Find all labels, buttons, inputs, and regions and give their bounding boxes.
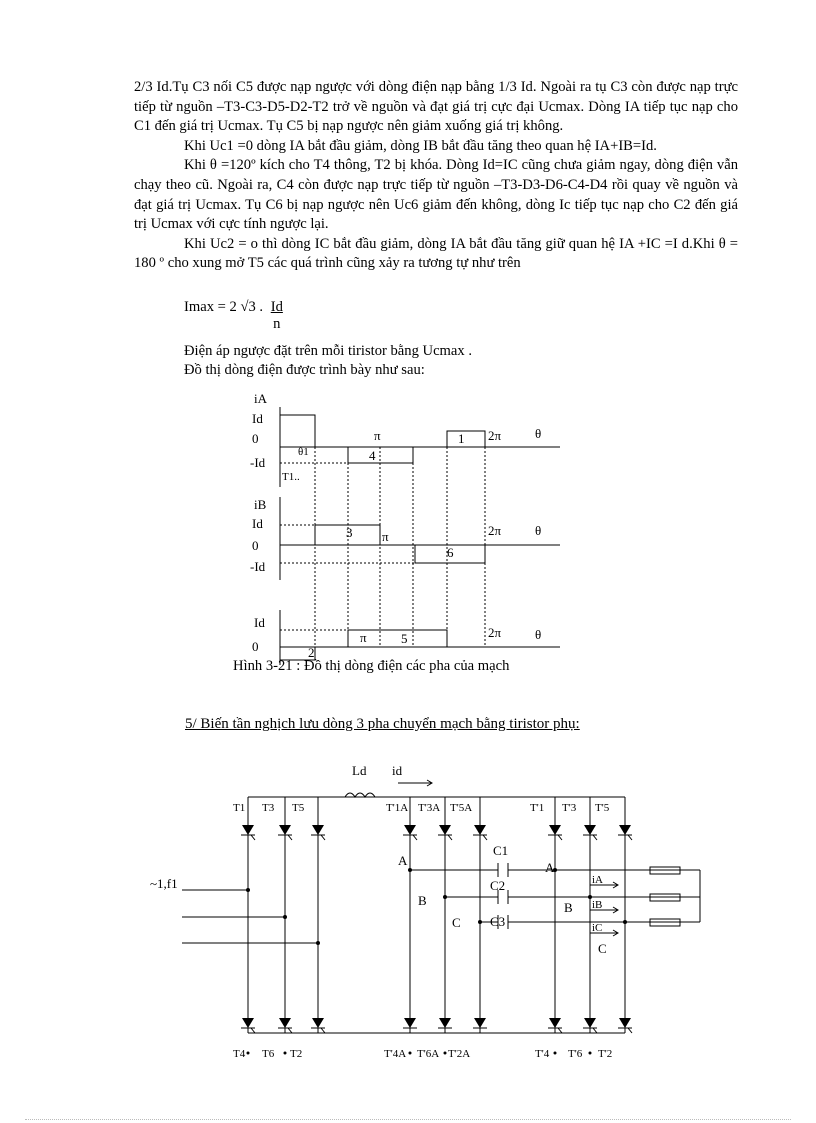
iA-top-label: Id [252,411,263,426]
iB-n6-label: 6 [447,545,454,560]
text-block [134,78,738,274]
thyristor-T4p: T'4 [535,1048,550,1060]
paragraph-3: Khi θ =120º kích cho T4 thông, T2 bị khóa. Dòng Id=IC cũng chưa giảm ngay, dòng điện vẫn chạy theo cũ. Ngoài ra, C4 còn được nạp trực tiếp từ nguồn –T3-D3-D6-C4-D4 rồi quay về nguồn và đạt giá trị Ucmax. Tụ C6 bị nạp ngược nên Uc6 giảm đến không, dòng Ic tiếp tục nạp cho C2 đến giá trị Ucmax với cực tính ngược lại. [134,157,738,233]
iB-n3-label: 3 [346,525,353,540]
iB-top-label: Id [252,516,263,531]
capacitor-C2: C2 [490,878,506,893]
paragraph-4: Khi Uc2 = o thì dòng IC bắt đầu giảm, dòng IA bắt đầu tăng giữ quan hệ IA +IC =I d.Khi θ = 180 º cho xung mở T5 các quá trình cũng xảy ra tương tự như trên [134,235,738,272]
thyristor-T6A: T'6A [417,1048,440,1060]
iC-theta-label: θ [535,627,542,642]
iA-t-label: T1.. [282,471,300,483]
iB-theta-label: θ [535,523,542,538]
node-B-left: B [418,893,427,908]
iA-waveform [280,415,485,463]
node-C-right: C [598,941,607,956]
thyristor-T5: T5 [292,802,305,814]
formula [184,299,283,333]
current-iA: iA [592,874,603,886]
thyristor-T1: T1 [233,802,246,814]
section-heading: 5/ Biến tần nghịch lưu dòng 3 pha chuyển mạch bằng tiristor phụ: [185,716,580,732]
iB-axis-label: iB [254,497,267,512]
thyristor-T4: T4 [233,1048,246,1060]
iC-2pi-label: 2π [488,625,502,640]
thyristor-T2A: T'2A [448,1048,471,1060]
iC-pi-label: π [360,630,367,645]
thyristor-T6: T6 [262,1048,275,1060]
capacitor-C3: C3 [490,914,506,929]
iA-theta-label: θ [535,426,542,441]
paragraph-2: Khi Uc1 =0 dòng IA bắt đầu giảm, dòng IB bắt đầu tăng theo quan hệ IA+IB=Id. [184,137,657,154]
iA-zero-label: 0 [252,431,259,446]
thyristor-T2p: T'2 [598,1048,613,1060]
formula-numerator: Id [270,299,283,315]
iA-2pi-label: 2π [488,428,502,443]
page-footer-line [25,1119,791,1120]
iC-zero-label: 0 [252,639,259,654]
circuit-diagram [140,755,720,1075]
thyristor-T5A: T'5A [450,802,473,814]
node-B-right: B [564,900,573,915]
current-iC: iC [592,922,603,934]
node-A-left: A [398,853,408,868]
formula-denominator: n [273,316,281,332]
iC-axis-label: Id [254,615,265,630]
iA-neg-label: -Id [250,455,266,470]
iA-n1-label: 1 [458,431,465,446]
inductor-label: Ld [352,763,367,778]
current-iB: iB [592,899,603,911]
iA-axis-label: iA [254,391,267,406]
thyristor-T3: T3 [262,802,275,814]
thyristor-T6p: T'6 [568,1048,583,1060]
iB-neg-label: -Id [250,559,266,574]
waveform-figure [240,385,580,665]
iA-n4-label: 4 [369,448,376,463]
iB-pi-label: π [382,529,389,544]
paragraph-1: 2/3 Id.Tụ C3 nối C5 được nạp ngược với dòng điện nạp bằng 1/3 Id. Ngoài ra tụ C3 còn được nạp trực tiếp từ nguồn –T3-C3-D5-D2-T2 trở về nguồn và đạt giá trị cực đại Ucmax. Dòng IA tiếp tục nạp cho C1 đến giá trị Ucmax. Tụ C5 bị nạp ngược nên giảm xuống giá trị không. [134,79,738,135]
figure-caption: Hình 3-21 : Đồ thị dòng điện các pha của mạch [233,658,510,674]
iA-pi-label: π [374,428,381,443]
source-label: ~1,f1 [150,876,178,891]
thyristor-T3p: T'3 [562,802,577,814]
iC-n5-label: 5 [401,631,408,646]
thyristor-T1A: T'1A [386,802,409,814]
thyristor-T3A: T'3A [418,802,441,814]
thyristor-T1p: T'1 [530,802,545,814]
graph-intro-line: Đồ thị dòng điện được trình bày như sau: [184,362,425,378]
thyristor-T2: T2 [290,1048,303,1060]
iB-zero-label: 0 [252,538,259,553]
iB-2pi-label: 2π [488,523,502,538]
thyristor-T4A: T'4A [384,1048,407,1060]
node-C-left: C [452,915,461,930]
iA-theta1-label: θ1 [298,446,309,458]
voltage-line: Điện áp ngược đặt trên mỗi tiristor bằng Ucmax . [184,343,472,359]
dc-current-label: id [392,763,403,778]
iC-n2-label: 2 [308,645,315,660]
thyristor-T5p: T'5 [595,802,610,814]
formula-lhs: Imax = 2 √3 . [184,299,264,315]
node-A-right: A [545,860,555,875]
capacitor-C1: C1 [493,843,509,858]
